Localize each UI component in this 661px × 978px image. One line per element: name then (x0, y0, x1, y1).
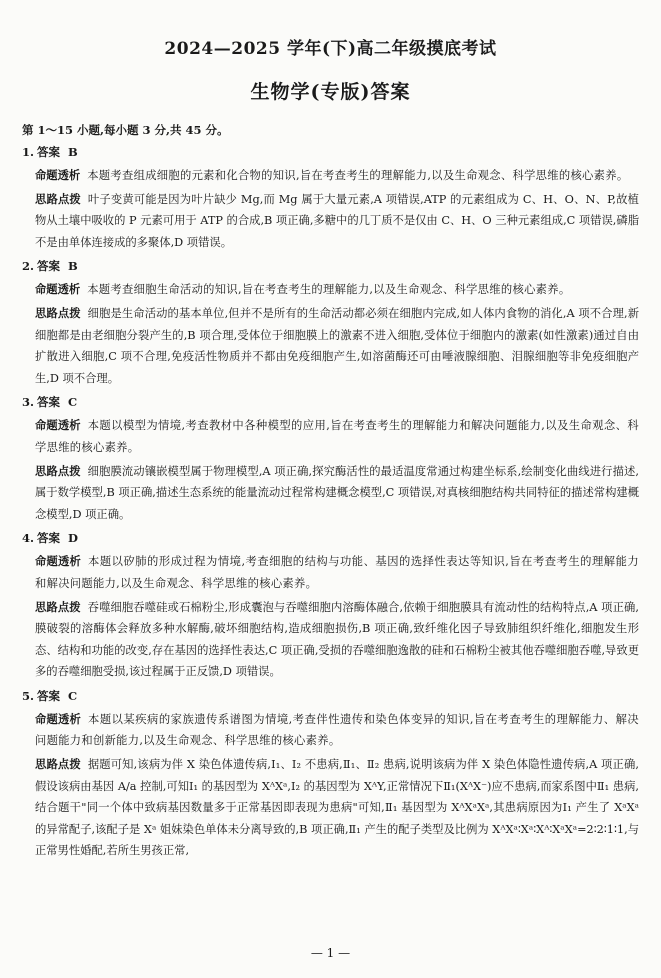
question-number: 2. (22, 259, 35, 274)
question-number: 5. (22, 688, 35, 703)
answer-label: 答案 (37, 531, 61, 546)
hint-paragraph (22, 303, 639, 389)
question-item (22, 394, 639, 525)
question-item (22, 688, 639, 862)
analysis-text: 本题以某疾病的家族遗传系谱图为情境,考查伴性遗传和染色体变异的知识,旨在考查考生的理解能力、解决问题能力和创新能力,以及生命观念、科学思维的核心素养。 (35, 712, 639, 748)
exam-title: 2024—2025 学年(下)高二年级摸底考试 (164, 39, 497, 59)
hint-paragraph (22, 754, 639, 862)
page-number: — 1 — (310, 946, 351, 960)
analysis-text: 本题考查组成细胞的元素和化合物的知识,旨在考查考生的理解能力,以及生命观念、科学思维的核心素养。 (87, 169, 629, 182)
question-item (22, 530, 639, 683)
hint-text: 叶子变黄可能是因为叶片缺少 Mg,而 Mg 属于大量元素,A 项错误,ATP 的元素组成为 C、H、O、N、P,故植物从土壤中吸收的 P 元素可用于 ATP 的合成,B 项正确,多糖中的几丁质不是仅由 C、H、O 三种元素组成,C 项错误,磷脂不是由单体连接成的多聚体,D 项错误。 (35, 192, 639, 249)
hint-text: 据题可知,该病为伴 X 染色体遗传病,Ⅰ₁、Ⅰ₂ 不患病,Ⅱ₁、Ⅱ₂ 患病,说明该病为伴 X 染色体隐性遗传病,A 项正确,假设该病由基因 A/a 控制,可知Ⅰ₁ 的基因型为 XᴬXᵃ,Ⅰ₂ 的基因型为 XᴬY,正常情况下Ⅱ₁(XᴬX⁻)应不患病,而家系图中Ⅱ₁ 患病,结合题干"同一个体中致病基因数量多于正常基因即表现为患病"可知,Ⅱ₁ 基因型为 XᴬXᵃXᵃ,其患病原因为Ⅰ₁ 产生了 XᵃXᵃ 的异常配子,该配子是 Xᵃ 姐妹染色单体未分离导致的,B 项正确,Ⅱ₁ 产生的配子类型及比例为 XᴬXᵃ∶Xᵃ∶Xᴬ∶XᵃXᵃ=2∶2∶1∶1,与正常男性婚配,若所生男孩正常, (35, 758, 639, 858)
hint-label: 思路点拨 (35, 191, 81, 206)
hint-label: 思路点拨 (35, 305, 81, 320)
hint-label: 思路点拨 (35, 757, 81, 772)
answer-letter: B (68, 259, 78, 274)
question-list (22, 144, 639, 862)
analysis-paragraph (22, 165, 639, 187)
analysis-paragraph (22, 279, 639, 301)
answer-letter: C (68, 395, 78, 410)
hint-paragraph (22, 597, 639, 683)
analysis-paragraph (22, 709, 639, 752)
question-number: 4. (22, 531, 35, 546)
answer-letter: B (68, 145, 78, 159)
analysis-paragraph (22, 551, 639, 594)
answer-letter: C (68, 688, 78, 703)
hint-label: 思路点拨 (35, 599, 81, 614)
answer-title: 生物学(专版)答案 (250, 81, 411, 103)
hint-text: 细胞是生命活动的基本单位,但并不是所有的生命活动都必须在细胞内完成,如人体内食物的消化,A 项不合理,新细胞都是由老细胞分裂产生的,B 项合理,受体位于细胞膜上的激素不进入细胞,受体位于细胞内的激素(如性激素)通过自由扩散进入细胞,C 项不合理,免疫活性物质并不都由免疫细胞产生,如溶菌酶还可由唾液腺细胞、泪腺细胞等非免疫细胞产生,D 项不合理。 (35, 306, 639, 385)
hint-paragraph (22, 189, 639, 254)
question-item (22, 258, 639, 389)
question-answer-line (22, 688, 639, 704)
question-number: 1. (22, 145, 35, 159)
answer-label: 答案 (37, 259, 61, 274)
hint-text: 吞噬细胞吞噬硅或石棉粉尘,形成囊泡与吞噬细胞内溶酶体融合,依赖于细胞膜具有流动性的结构特点,A 项正确,膜破裂的溶酶体会释放多种水解酶,破坏细胞结构,造成细胞损伤,B 项正确,致纤维化因子导致肺组织纤维化,细胞发生形态、结构和功能的改变,存在基因的选择性表达,C 项正确,受损的吞噬细胞逸散的硅和石棉粉尘被其他吞噬细胞吞噬,导致更多的吞噬细胞受损,该过程属于正反馈,D 项错误。 (35, 600, 639, 679)
analysis-label: 命题透析 (35, 282, 81, 297)
question-answer-line (22, 258, 639, 274)
analysis-text: 本题以矽肺的形成过程为情境,考查细胞的结构与功能、基因的选择性表达等知识,旨在考查考生的理解能力和解决问题能力,以及生命观念、科学思维的核心素养。 (35, 555, 639, 590)
analysis-paragraph (22, 415, 639, 458)
hint-paragraph (22, 461, 639, 526)
answer-label: 答案 (37, 395, 61, 410)
question-answer-line (22, 394, 639, 410)
answer-letter: D (68, 531, 78, 546)
section-intro: 第 1～15 小题,每小题 3 分,共 45 分。 (22, 123, 229, 137)
question-answer-line (22, 530, 639, 546)
question-number: 3. (22, 395, 35, 410)
analysis-label: 命题透析 (35, 554, 82, 569)
analysis-label: 命题透析 (35, 418, 81, 433)
analysis-label: 命题透析 (35, 168, 81, 182)
hint-label: 思路点拨 (35, 463, 81, 478)
question-item (22, 144, 639, 253)
answer-label: 答案 (37, 688, 61, 703)
analysis-text: 本题以模型为情境,考查教材中各种模型的应用,旨在考查考生的理解能力和解决问题能力,以及生命观念、科学思维的核心素养。 (35, 419, 639, 454)
hint-text: 细胞膜流动镶嵌模型属于物理模型,A 项正确,探究酶活性的最适温度常通过构建坐标系,绘制变化曲线进行描述,属于数学模型,B 项正确,描述生态系统的能量流动过程常构建概念模型,C 项错误,对真核细胞结构共同特征的描述常构建概念模型,D 项正确。 (35, 464, 639, 521)
analysis-text: 本题考查细胞生命活动的知识,旨在考查考生的理解能力,以及生命观念、科学思维的核心素养。 (87, 283, 571, 297)
question-answer-line (22, 144, 639, 160)
analysis-label: 命题透析 (35, 711, 82, 726)
answer-label: 答案 (37, 145, 61, 159)
